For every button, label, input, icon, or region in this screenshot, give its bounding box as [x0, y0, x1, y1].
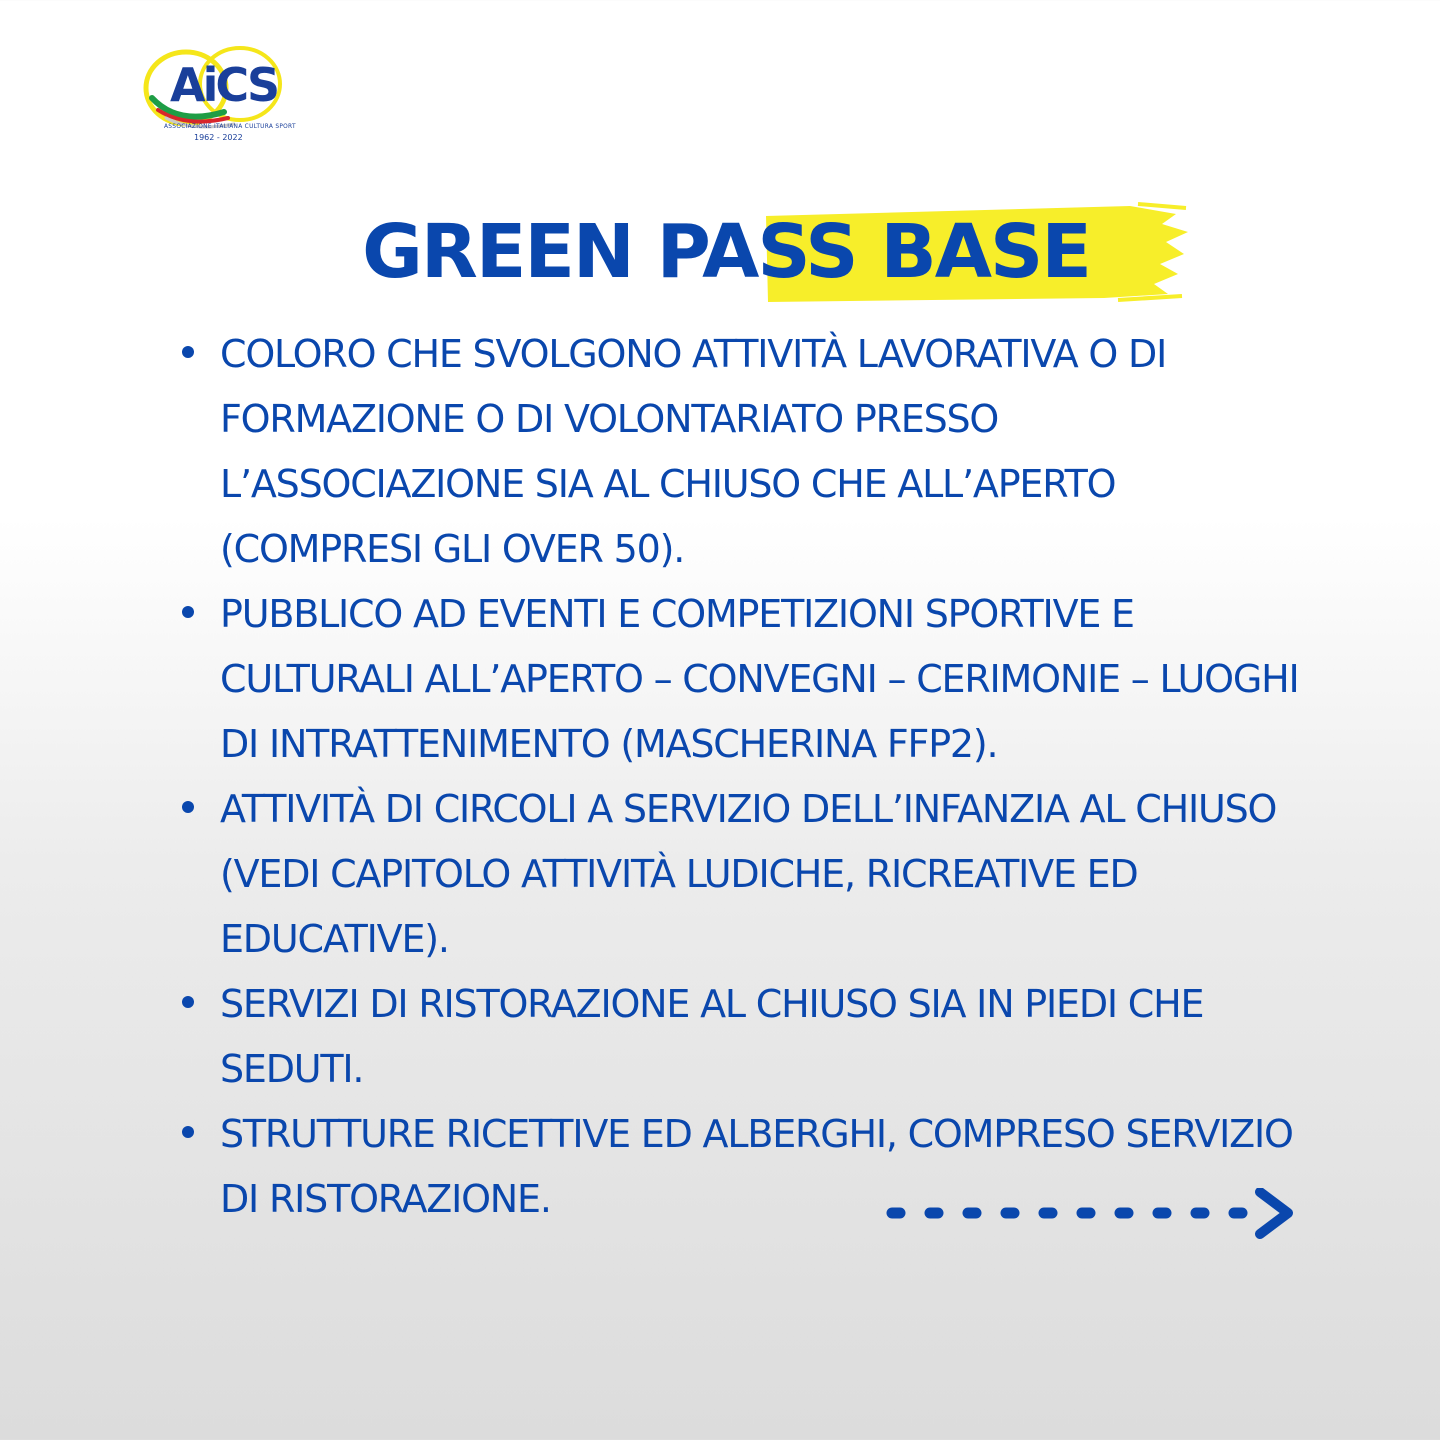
list-item	[178, 322, 1308, 582]
bullet-icon	[182, 801, 194, 813]
list-item-text: PUBBLICO AD EVENTI E COMPETIZIONI SPORTIVE E CULTURALI ALL’APERTO – CONVEGNI – CERIMONIE – LUOGHI DI INTRATTENIMENTO (MASCHERINA FFP2).	[220, 592, 1299, 766]
list-item-text: ATTIVITÀ DI CIRCOLI A SERVIZIO DELL’INFANZIA AL CHIUSO (VEDI CAPITOLO ATTIVITÀ LUDICHE, RICREATIVE ED EDUCATIVE).	[220, 787, 1277, 961]
list-item-text: COLORO CHE SVOLGONO ATTIVITÀ LAVORATIVA O DI FORMAZIONE O DI VOLONTARIATO PRESSO L’ASSOCIAZIONE SIA AL CHIUSO CHE ALL’APERTO (COMPRESI GLI OVER 50).	[220, 332, 1167, 571]
rules-list	[178, 322, 1308, 1232]
title-block	[0, 198, 1440, 308]
bullet-icon	[182, 346, 194, 358]
bullet-icon	[182, 606, 194, 618]
bullet-icon	[182, 1126, 194, 1138]
list-item	[178, 777, 1308, 972]
list-item	[178, 582, 1308, 777]
list-item	[178, 972, 1308, 1102]
aics-logo	[138, 38, 296, 148]
page-title: GREEN PASS BASE	[362, 209, 1090, 295]
bullet-icon	[182, 996, 194, 1008]
logo-wordmark: AiCS	[170, 58, 278, 112]
logo-years: 1962 - 2022	[194, 133, 243, 142]
list-item-text: SERVIZI DI RISTORAZIONE AL CHIUSO SIA IN PIEDI CHE SEDUTI.	[220, 982, 1204, 1091]
list-item-text: STRUTTURE RICETTIVE ED ALBERGHI, COMPRESO SERVIZIO DI RISTORAZIONE.	[220, 1112, 1293, 1221]
logo-subtitle: ASSOCIAZIONE ITALIANA CULTURA SPORT	[164, 122, 296, 130]
dotted-arrow-right-icon[interactable]	[880, 1188, 1300, 1248]
